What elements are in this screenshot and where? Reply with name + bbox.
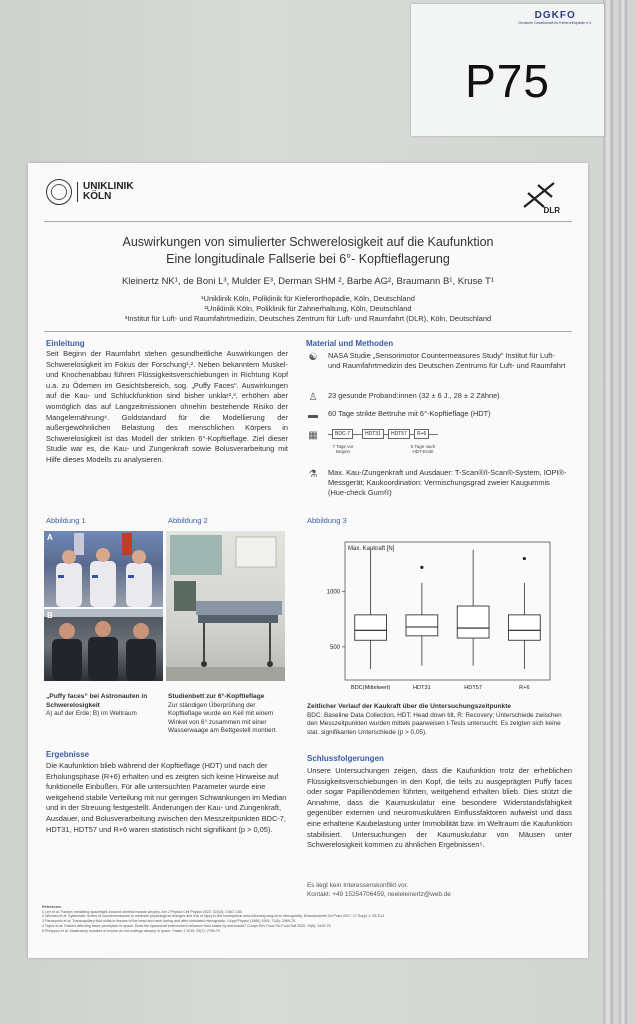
conclusions-heading: Schlussfolgerungen <box>307 754 384 763</box>
dlr-logo-text: DLR <box>543 206 560 215</box>
institution-icon: ☯ <box>308 352 318 363</box>
outlier-point <box>523 557 526 560</box>
uniklinik-logo <box>46 179 134 205</box>
uniklinik-logo-text: UNIKLINIK KÖLN <box>77 182 129 202</box>
timeline-note-right: 6 Tage nach HDT-Ende <box>410 444 436 454</box>
figure-2-label: Abbildung 2 <box>168 516 208 525</box>
y-tick-label: 1000 <box>326 589 340 596</box>
dgkfo-logo <box>518 10 592 25</box>
timeline-point: BDC-7 <box>332 429 353 439</box>
poster-number: P75 <box>465 55 550 107</box>
figure-3-label: Abbildung 3 <box>307 516 347 525</box>
figure-1-label: Abbildung 1 <box>46 516 86 525</box>
poster-title <box>28 234 588 268</box>
methods-heading: Material und Methoden <box>306 339 394 348</box>
figure-1-caption <box>46 693 164 719</box>
dgkfo-logo-text: DGKFO <box>534 10 576 21</box>
reference-item: 4 Taylor et al. Factors affecting flavor perception in space: Does the spacecraft environment influence food intake by astronauts? Compr Rev Food Sci Food Saf 2020; 19(6): 3439-75. <box>42 923 332 928</box>
timeline-point: HDT57 <box>388 429 410 439</box>
method-text: 60 Tage strikte Bettruhe mit 6°-Kopftieflage (HDT) <box>328 409 491 418</box>
title-divider <box>44 331 572 332</box>
results-heading: Ergebnisse <box>46 750 90 759</box>
panel-a-label: A <box>47 533 53 542</box>
title-line-1: Auswirkungen von simulierter Schwerelosigkeit auf die Kaufunktion <box>122 235 494 249</box>
title-line-2: Eine longitudinale Fallserie bei 6°- Kopftieflagerung <box>166 252 450 266</box>
reference-item: 3 Parazynski et al. Transcapillary fluid shifts in tissues of the head and neck during and after simulated microgravity. J Appl Physiol (1985) 1991; 71(6): 2469-75. <box>42 919 297 924</box>
astronauts-earth-photo <box>44 531 163 607</box>
x-tick-label: R+6 <box>519 685 530 691</box>
figure-3-caption-text: BDC: Baseline Data Collection, HDT: Head down tilt, R: Recovery; Unterschiede zwischen den Messzeitpunkten wurden mittels paarweisen t-Tests untersucht. Es zeigten sich keine stat. signifikanten Unterschiede (p > 0,05). <box>307 711 562 736</box>
method-item <box>306 351 568 371</box>
references <box>42 905 462 933</box>
authors: Kleinertz NK¹, de Boni L³, Mulder E³, Derman SHM ², Barbe AG², Braumann B¹, Kruse T¹ <box>121 276 495 287</box>
conflict-statement: Es liegt kein Interessenskonflikt vor. <box>307 882 409 889</box>
poster <box>28 163 588 958</box>
method-item <box>306 409 568 423</box>
astronauts-earth-illustration <box>44 531 163 607</box>
dgkfo-logo-subtext: Deutsche Gesellschaft für Kieferorthopädie e.V. <box>518 21 592 25</box>
results-text: Die Kaufunktion blieb während der Kopftieflage (HDT) und nach der Erholungsphase (R+6) erhalten und es zeigten sich keine Hinweise auf funktionelle Einbußen. Für alle untersuchten Parameter wurde eine weitgehend stabile Verteilung mit nur geringen Schwankungen im Median und in der Streuung festgestellt. Änderungen der Kau- und Zungenkraft, Ausdauer, und Bolusverarbeitung zwischen den Messzeitpunkten BDC-7, HDT31, HDT57 und R+6 waren statistisch nicht signifikant (p > 0,05). <box>46 761 287 834</box>
poster-number-card <box>411 4 604 136</box>
outlier-point <box>420 566 423 569</box>
contact-info: Kontakt: +49 15254706459, neeleleinertz@web.de <box>307 891 451 898</box>
timeline-point: HDT31 <box>362 429 384 439</box>
chewing-force-boxplot <box>305 530 560 700</box>
plot-frame <box>345 542 550 680</box>
figure-2-caption <box>168 693 290 736</box>
group-icon: ♙ <box>308 392 318 403</box>
x-tick-label: BDC(Mittelwert) <box>350 685 391 691</box>
intro-heading: Einleitung <box>46 339 85 348</box>
method-text: 23 gesunde Proband:innen (32 ± 6 J., 28 ± 2 Zähne) <box>328 391 500 400</box>
affiliation-3: ³Institut für Luft- und Raumfahrtmedizin, Deutsches Zentrum für Luft- und Raumfahrt (DLR), Köln, Deutschland <box>124 314 492 323</box>
figure-1-caption-title: „Puffy faces“ bei Astronauten in Schwerelosigkeit <box>46 693 148 709</box>
y-axis-label: Max. Kaukraft [N] <box>348 546 395 552</box>
box <box>406 615 438 636</box>
astronauts-space-illustration <box>44 609 163 681</box>
intro-text: Seit Beginn der Raumfahrt stehen gesundheitliche Auswirkungen der Schwerelosigkeit im Fokus der Forschung¹,². Neben bekanntem Muskel- und Knochenabbau führen Flüssigkeitsverschiebungen in Richtung Kopf u.a. zu Ödemen im Gesichtsbereich, sog. „Puffy Faces“. Auswirkungen auf die Kau- und Schluckfunktion sind bisher unklar²,³, erhöhen aber womöglich das auf Langzeitmissionen ohnehin bestehende Risiko der Mangelernährung⁴. Goldstandard für die Modellierung der außergewöhnlichen Belastung des menschlichen Körpers in Schwerelosigkeit ist das Modell der strikten 6°-Kopftieflage. Ziel dieser Studie war es, die Kau- und Zungenkraft sowie Bolusverarbeitung mit Hilfe dieses Modells zu analysieren. <box>46 349 288 464</box>
method-item <box>306 468 568 498</box>
study-timeline <box>328 429 438 463</box>
figure-2-caption-text: Zur ständigen Überprüfung der Kopftieflage wurde ein Keil mit einem Winkel von 6° zusammen mit einer Wasserwaage am Bettgestell montiert. <box>168 701 278 734</box>
y-tick-label: 500 <box>329 644 340 651</box>
conclusions-text: Unsere Untersuchungen zeigen, dass die Kaufunktion trotz der erheblichen Flüssigkeitsverschiebungen in den Kopf, die teils zu ausgeprägten Puffy faces oder sogar Papillenödemen führten, weitgehend erhalten blieb. Dies stützt die Annahme, dass die Kaumuskulatur eine besondere Widerstandsfähigkeit gegenüber externen und neuromuskulären Einflussfaktoren aufweist und dass eine erhaltene Kaubelastung unter Immobilität bzw. im Weltraum die Kaufunktion stabilisiert. Untersuchungen der Kaumuskulatur von Mäusen unter Schwerelosigkeit kommen zu ähnlichen Ergebnissen⁵. <box>307 766 572 850</box>
panel-b-label: B <box>47 611 53 620</box>
figure-2-caption-title: Studienbett zur 6°-Kopftieflage <box>168 693 265 700</box>
header-divider <box>44 221 572 222</box>
affiliation-1: ¹Uniklinik Köln, Poliklinik für Kieferorthopädie, Köln, Deutschland <box>201 294 415 303</box>
box <box>508 615 540 640</box>
method-item <box>306 391 568 405</box>
study-bed-photo <box>166 531 285 681</box>
university-seal-icon <box>46 179 72 205</box>
x-tick-label: HDT57 <box>464 685 482 691</box>
box <box>457 606 489 638</box>
x-tick-label: HDT31 <box>413 685 431 691</box>
study-bed-illustration <box>166 531 285 681</box>
references-heading: Referenzen <box>42 905 62 909</box>
reference-item: 5 Philippou et al. Masticatory muscles of mouse do not undergo atrophy in space. Faseb J 2015; 29(7): 2769-79. <box>42 928 221 933</box>
method-text: Max. Kau-/Zungenkraft und Ausdauer: T-Scan®/I-Scan®-System, IOPI®-Messgerät; Kaukoordination: Vermischungsgrad zweier Kaugummis (Hue-check Gum®) <box>328 468 567 497</box>
affiliation-2: ²Uniklinik Köln, Poliklinik für Zahnerhaltung, Köln, Deutschland <box>204 304 412 313</box>
figure-3-caption-title: Zeitlicher Verlauf der Kaukraft über die Untersuchungszeitpunkte <box>307 703 512 710</box>
figure-1-caption-text: A) auf der Erde; B) im Weltraum <box>46 710 137 717</box>
box <box>355 615 387 640</box>
microscope-icon: ⚗ <box>308 469 318 480</box>
figure-3-caption <box>307 703 572 737</box>
bed-icon: ▬ <box>308 410 318 421</box>
astronauts-space-photo <box>44 609 163 681</box>
reference-item: 1 Lee et al. Factors mediating spaceflight-induced skeletal muscle atrophy. Am J Physiol Cell Physiol 2022; 322(3): C567-C80. <box>42 909 243 914</box>
method-text: NASA Studie „Sensorimotor Countermeasures Study“ Institut für Luft- und Raumfahrtmedizin des Deutschen Zentrums für Luft- und Raumfahrt <box>328 351 566 370</box>
poster-board-rail-right <box>619 0 627 1024</box>
calendar-icon: ▦ <box>308 430 318 441</box>
timeline-note-left: 7 Tage vor Beginn <box>332 444 354 454</box>
timeline-point: R+6 <box>414 429 429 439</box>
poster-board-rail <box>603 0 613 1024</box>
calendar-row <box>306 429 326 443</box>
reference-item: 2 Winnard et al. Systematic review of countermeasures to minimise physiological changes and risk of injury to the lumbopelvic area following long-term microgravity. Musculoskelet Sci Pract 2017; 27 Suppl 1: S5-S14. <box>42 914 386 919</box>
